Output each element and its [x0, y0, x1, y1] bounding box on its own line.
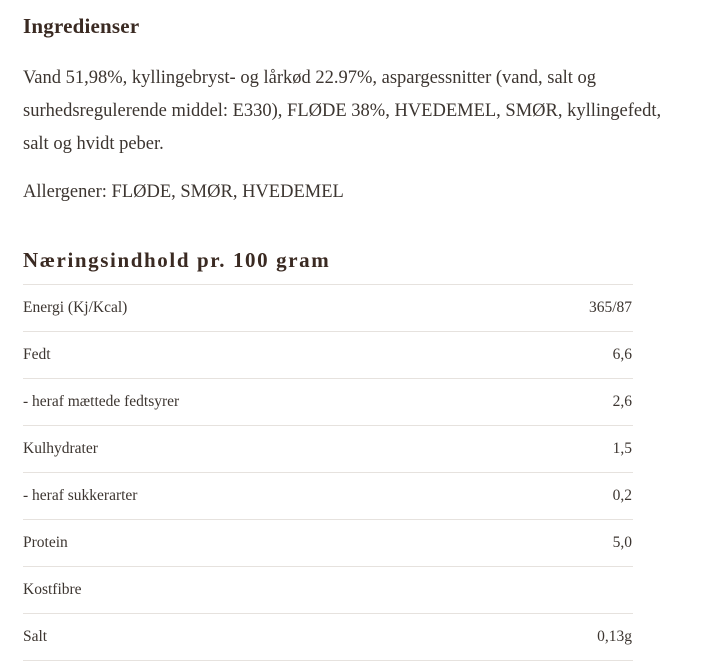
nutrient-label: Salt: [23, 628, 48, 645]
table-row: [23, 332, 633, 379]
table-row: [23, 379, 633, 426]
nutrient-label: Kostfibre: [23, 581, 82, 598]
table-row: [23, 520, 633, 567]
nutrient-value: 0,13g: [597, 628, 632, 645]
nutrient-label: Protein: [23, 534, 68, 551]
nutrient-label: Fedt: [23, 346, 51, 363]
ingredients-text: Vand 51,98%, kyllingebryst- og lårkød 22.97%, aspargessnitter (vand, salt og surhedsregulerende middel: E330), FLØDE 38%, HVEDEMEL, SMØR, kyllingefedt, salt og hvidt peber.: [23, 68, 662, 154]
nutrient-value: 1,5: [612, 440, 632, 457]
nutrient-label: Kulhydrater: [23, 440, 98, 457]
nutrient-value: 5,0: [612, 534, 632, 551]
table-row: [23, 567, 633, 614]
nutrient-label: Energi (Kj/Kcal): [23, 299, 128, 316]
table-row: [23, 473, 633, 520]
table-row: [23, 614, 633, 661]
nutrition-table: [23, 284, 633, 661]
nutrient-value: 6,6: [612, 346, 632, 363]
ingredients-heading: Ingredienser: [23, 14, 140, 38]
allergens-text: Allergener: FLØDE, SMØR, HVEDEMEL: [23, 182, 344, 202]
table-row: [23, 285, 633, 332]
nutrient-value: 2,6: [612, 393, 632, 410]
nutrient-value: 365/87: [588, 299, 632, 316]
nutrient-label: - heraf sukkerarter: [23, 487, 138, 504]
nutrient-label: - heraf mættede fedtsyrer: [23, 393, 180, 410]
nutrient-value: 0,2: [612, 487, 632, 504]
table-row: [23, 426, 633, 473]
nutrition-heading: Næringsindhold pr. 100 gram: [23, 248, 331, 272]
